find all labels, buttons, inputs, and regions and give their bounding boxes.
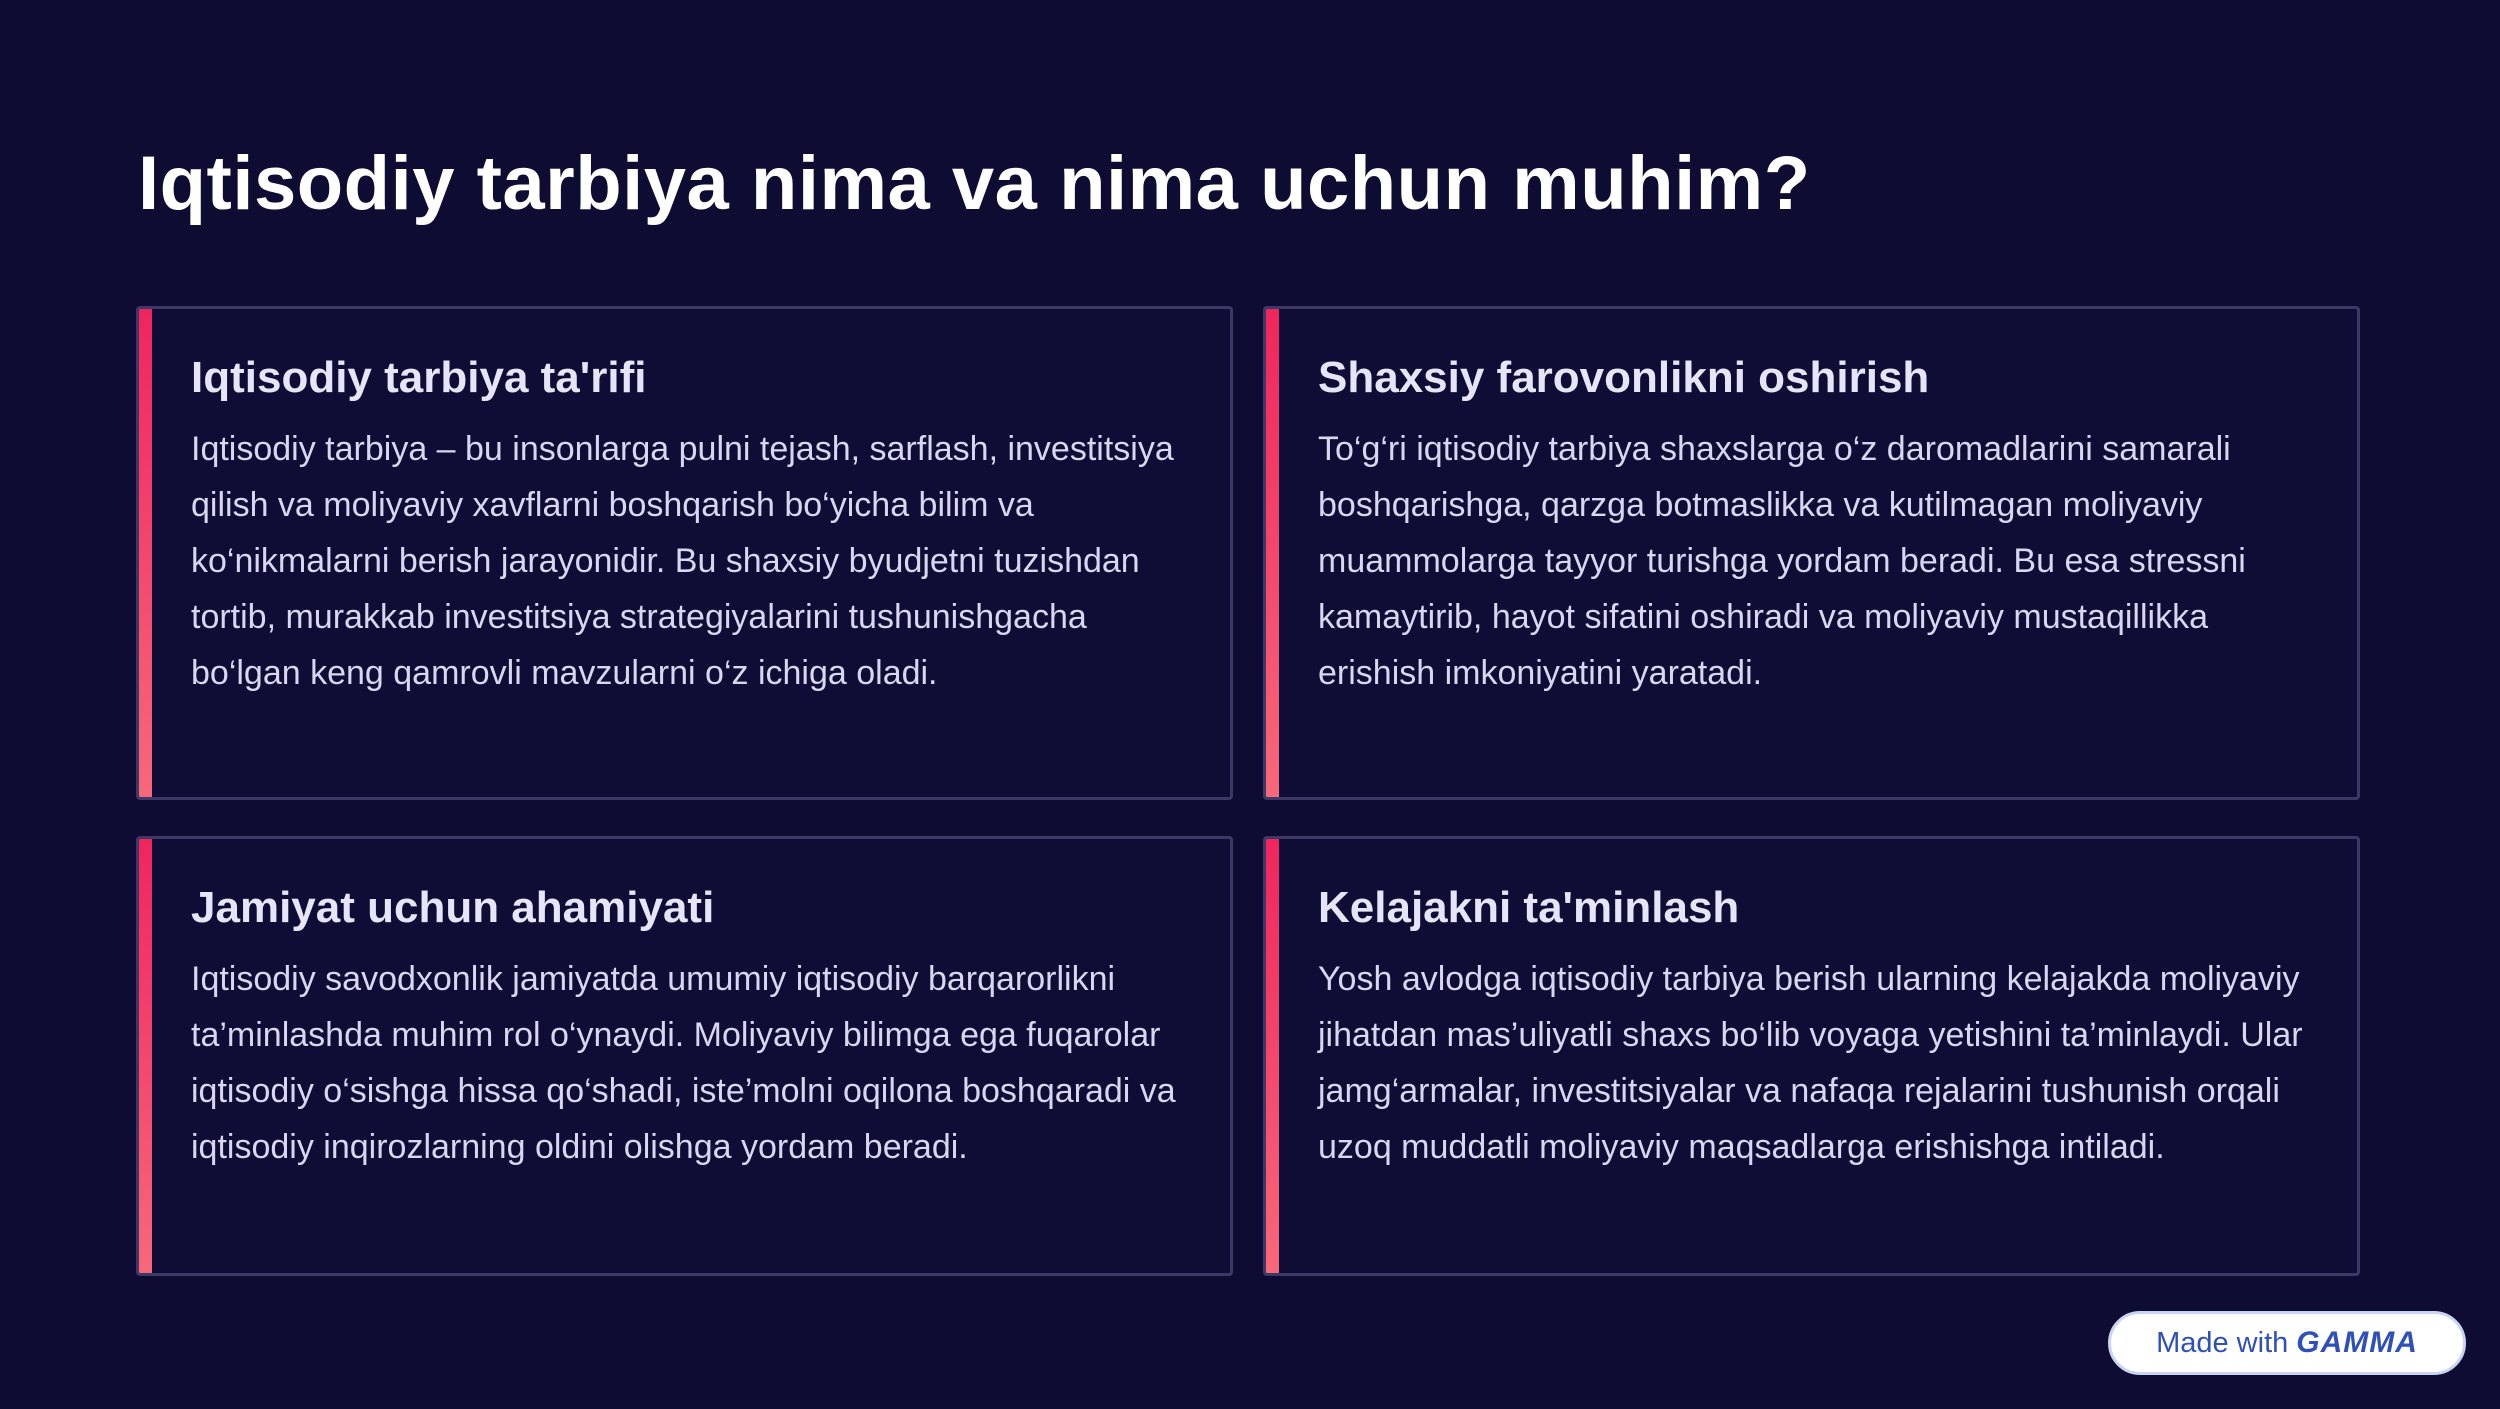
cards-grid bbox=[136, 306, 2360, 1276]
card-title: Iqtisodiy tarbiya ta'rifi bbox=[191, 353, 647, 402]
card-accent-bar bbox=[136, 306, 152, 800]
card-accent-bar bbox=[136, 836, 152, 1276]
card-definition bbox=[136, 306, 1233, 800]
card-text: Iqtisodiy savodxonlik jamiyatda umumiy iqtisodiy barqarorlikni ta’minlashda muhim rol o‘ynaydi. Moliyaviy bilimga ega fuqarolar iqtisodiy o‘sishga hissa qo‘shadi, iste’molni oqilona boshqaradi va iqtisodiy inqirozlarning oldini olishga yordam beradi. bbox=[191, 960, 1176, 1166]
made-with-gamma-badge[interactable] bbox=[2108, 1311, 2466, 1375]
card-accent-bar bbox=[1263, 306, 1279, 800]
gamma-logo: GAMMA bbox=[2296, 1326, 2418, 1359]
card-text: To‘g‘ri iqtisodiy tarbiya shaxslarga o‘z daromadlarini samarali boshqarishga, qarzga botmaslikka va kutilmagan moliyaviy muammolarga tayyor turishga yordam beradi. Bu esa stressni kamaytirib, hayot sifatini oshiradi va moliyaviy mustaqillikka erishish imkoniyatini yaratadi. bbox=[1318, 430, 2246, 692]
card-title: Kelajakni ta'minlash bbox=[1318, 883, 1740, 932]
card-future bbox=[1263, 836, 2360, 1276]
card-accent-bar bbox=[1263, 836, 1279, 1276]
card-text: Iqtisodiy tarbiya – bu insonlarga pulni tejash, sarflash, investitsiya qilish va moliyaviy xavflarni boshqarish bo‘yicha bilim va ko‘nikmalarni berish jarayonidir. Bu shaxsiy byudjetni tuzishdan tortib, murakkab investitsiya strategiyalarini tushunishgacha bo‘lgan keng qamrovli mavzularni o‘z ichiga oladi. bbox=[191, 430, 1174, 692]
card-text: Yosh avlodga iqtisodiy tarbiya berish ularning kelajakda moliyaviy jihatdan mas’uliyatli shaxs bo‘lib voyaga yetishini ta’minlaydi. Ular jamg‘armalar, investitsiyalar va nafaqa rejalarini tushunish orqali uzoq muddatli moliyaviy maqsadlarga erishishga intiladi. bbox=[1318, 960, 2303, 1166]
card-title: Jamiyat uchun ahamiyati bbox=[191, 883, 715, 932]
card-personal-wellbeing bbox=[1263, 306, 2360, 800]
card-title: Shaxsiy farovonlikni oshirish bbox=[1318, 353, 1930, 402]
card-society bbox=[136, 836, 1233, 1276]
page-title: Iqtisodiy tarbiya nima va nima uchun muhim? bbox=[138, 141, 1811, 226]
badge-prefix: Made with bbox=[2156, 1326, 2289, 1359]
